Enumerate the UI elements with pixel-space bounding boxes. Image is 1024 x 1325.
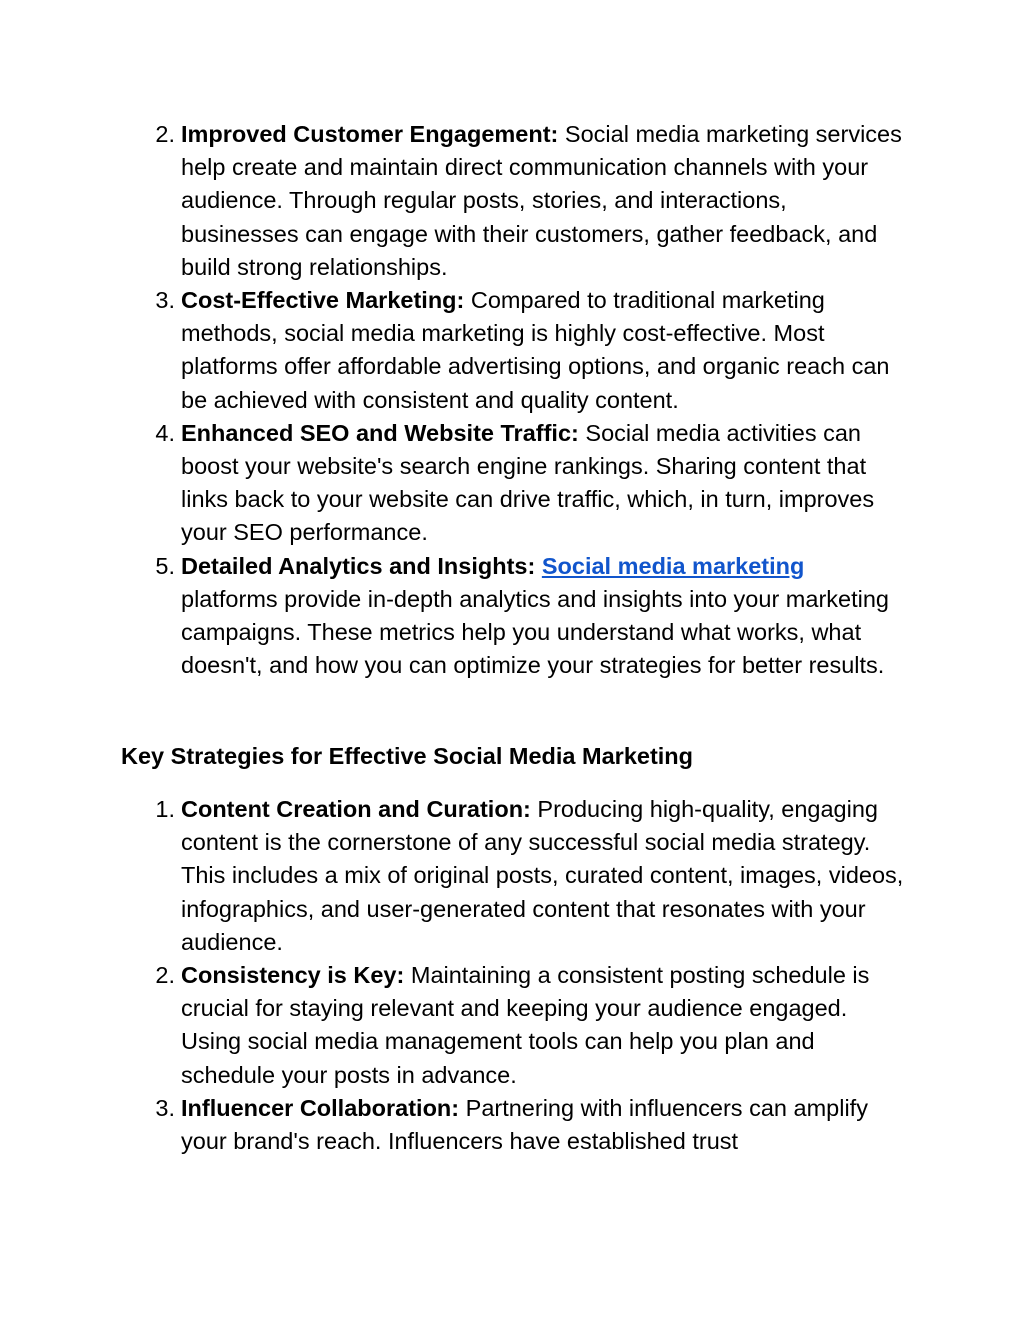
list-item-lead: Cost-Effective Marketing: bbox=[181, 287, 465, 314]
list-item-body: Compared to traditional marketing methods, social media marketing is highly cost-effective. Most platforms offer affordable advertising options, and organic reach can be achieved with consistent and quality content. bbox=[181, 287, 890, 413]
list-item bbox=[0, 550, 1024, 683]
list-item-text bbox=[181, 284, 906, 417]
list-item-body: Producing high-quality, engaging content is the cornerstone of any successful social media strategy. This includes a mix of original posts, curated content, images, videos, infographics, and user-generated content that resonates with your audience. bbox=[181, 796, 904, 955]
section-heading: Key Strategies for Effective Social Media Marketing bbox=[121, 743, 694, 769]
list-item-body: Social media marketing services help create and maintain direct communication channels with your audience. Through regular posts, stories, and interactions, businesses can engage with their customers, gather feedback, and build strong relationships. bbox=[181, 121, 902, 280]
list-item-number: 3. bbox=[155, 1094, 175, 1121]
list-item bbox=[0, 118, 1024, 284]
list-item-number: 1. bbox=[155, 796, 175, 822]
list-item-number: 2. bbox=[155, 962, 175, 989]
list-item bbox=[0, 417, 1024, 550]
list-item-text bbox=[181, 793, 906, 959]
list-item bbox=[0, 284, 1024, 417]
list-item-lead: Detailed Analytics and Insights: bbox=[181, 552, 536, 579]
list-item-body: Partnering with influencers can amplify your brand's reach. Influencers have established trust bbox=[181, 1094, 868, 1155]
list-item bbox=[0, 959, 1024, 1092]
list-item-text bbox=[181, 959, 906, 1092]
list-item-text bbox=[181, 118, 906, 284]
list-item-text bbox=[181, 417, 906, 550]
list-item-body: platforms provide in-depth analytics and insights into your marketing campaigns. These metrics help you understand what works, what doesn't, and how you can optimize your strategies for better results. bbox=[181, 585, 889, 679]
list-item-lead: Improved Customer Engagement: bbox=[181, 121, 559, 147]
benefits-list bbox=[0, 118, 1024, 682]
list-item bbox=[0, 1092, 1024, 1158]
list-item-lead: Content Creation and Curation: bbox=[181, 796, 531, 822]
list-item-number: 4. bbox=[155, 419, 175, 446]
list-item bbox=[0, 793, 1024, 959]
list-item-body: Social media activities can boost your website's search engine rankings. Sharing content that links back to your website can drive traffic, which, in turn, improves your SEO performance. bbox=[181, 419, 875, 546]
list-item-body: Maintaining a consistent posting schedule is crucial for staying relevant and keeping your audience engaged. Using social media management tools can help you plan and schedule your posts in advance. bbox=[181, 962, 870, 1088]
list-item-number: 5. bbox=[155, 552, 175, 579]
list-item-lead: Influencer Collaboration: bbox=[181, 1094, 460, 1121]
list-item-text bbox=[181, 1092, 906, 1158]
strategies-list bbox=[0, 793, 1024, 1158]
list-item-lead: Enhanced SEO and Website Traffic: bbox=[181, 419, 579, 446]
list-item-lead: Consistency is Key: bbox=[181, 962, 405, 989]
list-item-text bbox=[181, 550, 906, 683]
list-item-number: 2. bbox=[155, 121, 175, 147]
social-media-marketing-link[interactable]: Social media marketing bbox=[541, 552, 805, 579]
list-item-number: 3. bbox=[155, 287, 175, 314]
